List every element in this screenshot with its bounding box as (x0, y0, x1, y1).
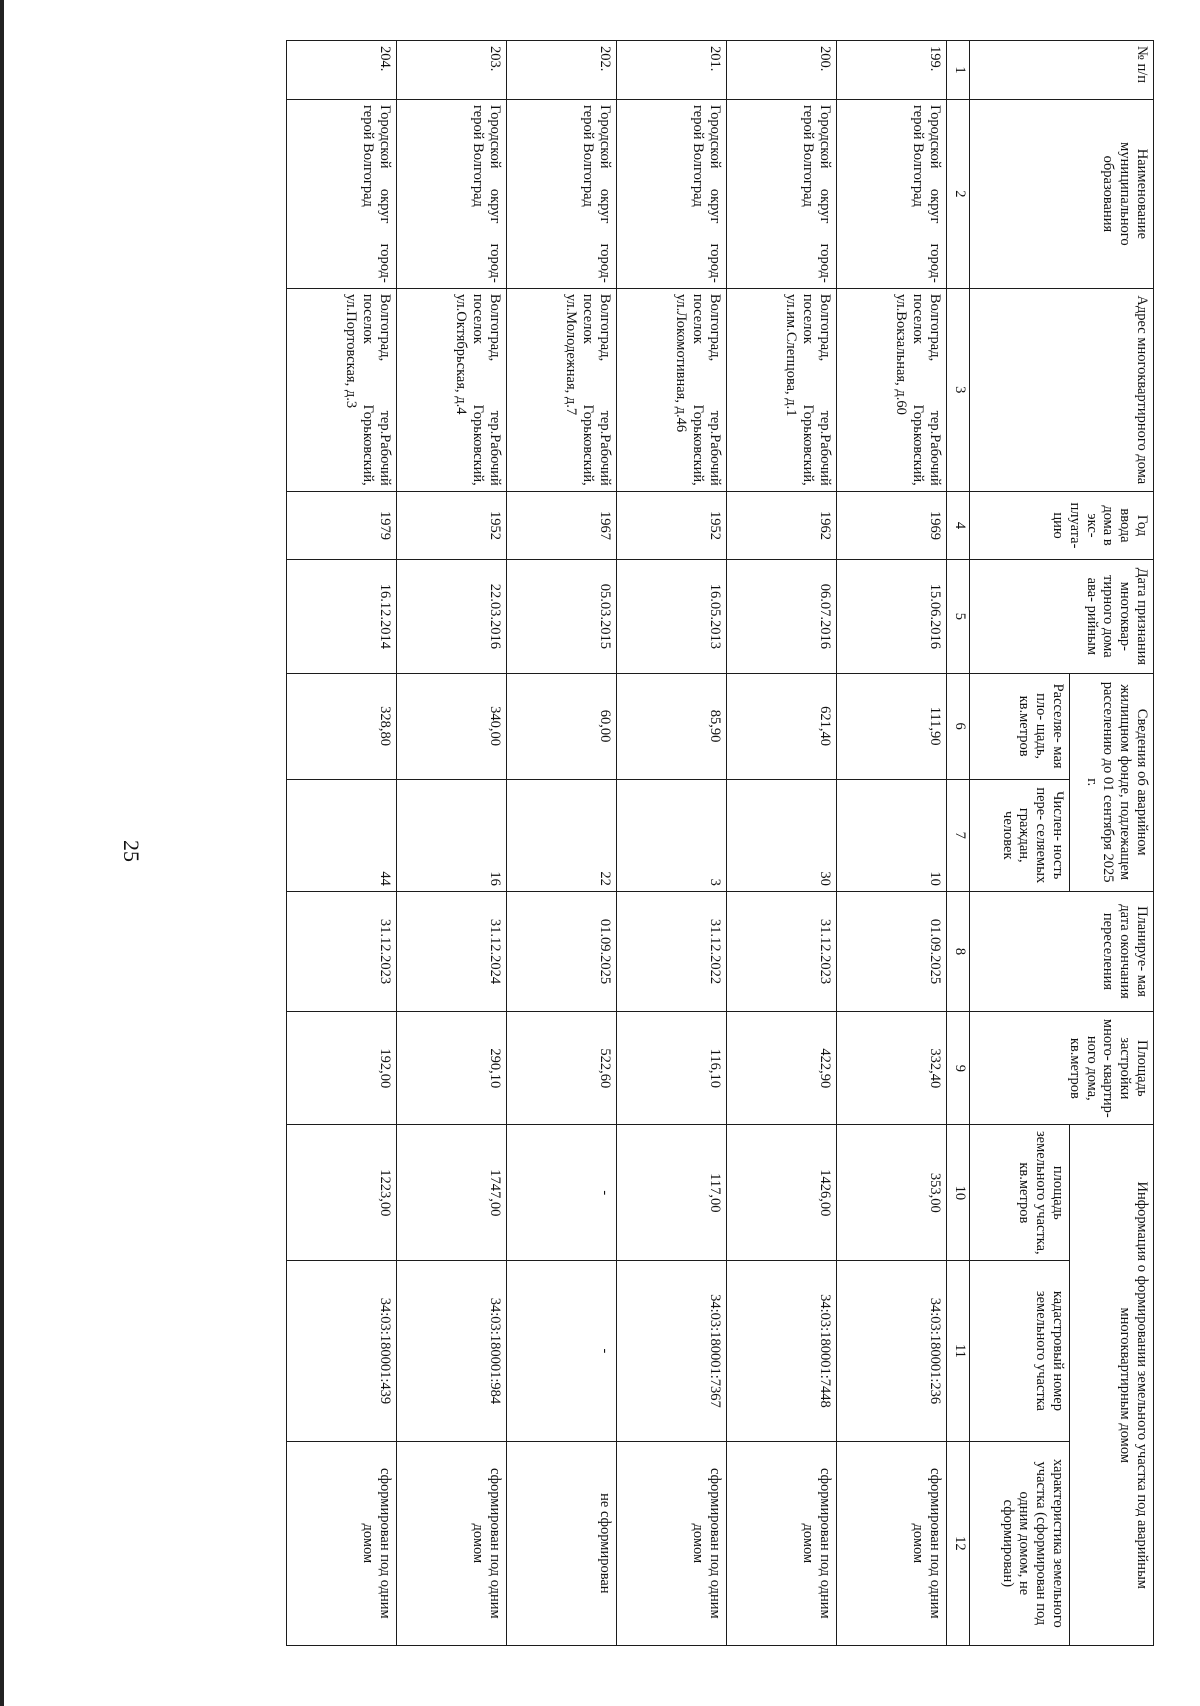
land-area-cell: - (507, 1125, 617, 1261)
column-number: 5 (947, 560, 970, 673)
column-number: 12 (947, 1441, 970, 1645)
date-recognized-cell: 06.07.2016 (727, 560, 837, 673)
area-resettled-cell: 111,90 (837, 673, 947, 779)
year-cell: 1952 (397, 491, 507, 559)
planned-date-cell: 01.09.2025 (507, 891, 617, 1011)
date-recognized-cell: 05.03.2015 (507, 560, 617, 673)
address-cell: Волгоград, тер.Рабочий поселок Горьковский, ул.Вокзальная, д.60 (837, 288, 947, 491)
municipality-cell: Городской округ город-герой Волгоград (837, 100, 947, 289)
municipality-cell: Городской округ город-герой Волгоград (727, 100, 837, 289)
column-number: 8 (947, 891, 970, 1011)
land-area-cell: 1426,00 (727, 1125, 837, 1261)
land-status-cell: сформирован под одним домом (287, 1441, 397, 1645)
row-number: 203. (397, 41, 507, 100)
year-cell: 1979 (287, 491, 397, 559)
header-year: Год ввода дома в экс- плуата- цию (970, 491, 1154, 559)
planned-date-cell: 01.09.2025 (837, 891, 947, 1011)
cadastral-number-cell: 34:03:180001:984 (397, 1261, 507, 1442)
header-area-resettled: Расселяе- мая пло- щадь, кв.метров (970, 673, 1070, 779)
column-number: 4 (947, 491, 970, 559)
resettlement-table (286, 40, 1154, 1646)
address-cell: Волгоград, тер.Рабочий поселок Горьковский, ул.Портовская, д.3 (287, 288, 397, 491)
people-count-cell: 44 (287, 779, 397, 891)
header-building-area: Площадь застройки много- квартир- ного дома, кв.метров (970, 1012, 1154, 1125)
column-number: 10 (947, 1125, 970, 1261)
year-cell: 1952 (617, 491, 727, 559)
column-number: 9 (947, 1012, 970, 1125)
table-row (727, 41, 837, 1646)
date-recognized-cell: 22.03.2016 (397, 560, 507, 673)
municipality-cell: Городской округ город-герой Волгоград (617, 100, 727, 289)
people-count-cell: 3 (617, 779, 727, 891)
land-status-cell: сформирован под одним домом (727, 1441, 837, 1645)
header-address: Адрес многоквартирного дома (970, 288, 1154, 491)
cadastral-number-cell: 34:03:180001:7367 (617, 1261, 727, 1442)
header-num: № п/п (970, 41, 1154, 100)
cadastral-number-cell: 34:03:180001:7448 (727, 1261, 837, 1442)
building-area-cell: 192,00 (287, 1012, 397, 1125)
address-cell: Волгоград, тер.Рабочий поселок Горьковский, ул.Молодежная, д.7 (507, 288, 617, 491)
header-planned-date: Планируе- мая дата окончания переселения (970, 891, 1154, 1011)
municipality-cell: Городской округ город-герой Волгоград (507, 100, 617, 289)
building-area-cell: 522,60 (507, 1012, 617, 1125)
date-recognized-cell: 16.05.2013 (617, 560, 727, 673)
column-number: 3 (947, 288, 970, 491)
date-recognized-cell: 16.12.2014 (287, 560, 397, 673)
table-row (617, 41, 727, 1646)
land-status-cell: сформирован под одним домом (837, 1441, 947, 1645)
column-number: 7 (947, 779, 970, 891)
land-status-cell: сформирован под одним домом (397, 1441, 507, 1645)
building-area-cell: 290,10 (397, 1012, 507, 1125)
area-resettled-cell: 328,80 (287, 673, 397, 779)
land-area-cell: 1747,00 (397, 1125, 507, 1261)
planned-date-cell: 31.12.2024 (397, 891, 507, 1011)
address-cell: Волгоград, тер.Рабочий поселок Горьковский, ул.Локомотивная, д.46 (617, 288, 727, 491)
planned-date-cell: 31.12.2023 (727, 891, 837, 1011)
year-cell: 1967 (507, 491, 617, 559)
header-land-status: характеристика земельного участка (сформирован под одним домом, не сформирован) (970, 1441, 1070, 1645)
people-count-cell: 30 (727, 779, 837, 891)
year-cell: 1969 (837, 491, 947, 559)
table-row (287, 41, 397, 1646)
header-group-resettlement: Сведения об аварийном жилищном фонде, подлежащем расселению до 01 сентября 2025 г. (1070, 673, 1154, 891)
land-status-cell: сформирован под одним домом (617, 1441, 727, 1645)
header-municipality: Наименование муниципального образования (970, 100, 1154, 289)
land-area-cell: 117,00 (617, 1125, 727, 1261)
people-count-cell: 10 (837, 779, 947, 891)
people-count-cell: 16 (397, 779, 507, 891)
cadastral-number-cell: 34:03:180001:439 (287, 1261, 397, 1442)
row-number: 201. (617, 41, 727, 100)
year-cell: 1962 (727, 491, 837, 559)
row-number: 202. (507, 41, 617, 100)
cadastral-number-cell: 34:03:180001:236 (837, 1261, 947, 1442)
header-land-area: площадь земельного участка, кв.метров (970, 1125, 1070, 1261)
row-number: 204. (287, 41, 397, 100)
planned-date-cell: 31.12.2022 (617, 891, 727, 1011)
land-area-cell: 1223,00 (287, 1125, 397, 1261)
header-row-1 (1070, 41, 1154, 1646)
area-resettled-cell: 340,00 (397, 673, 507, 779)
land-status-cell: не сформирован (507, 1441, 617, 1645)
building-area-cell: 116,10 (617, 1012, 727, 1125)
column-number: 2 (947, 100, 970, 289)
header-cadastral: кадастровый номер земельного участка (970, 1261, 1070, 1442)
column-number: 1 (947, 41, 970, 100)
address-cell: Волгоград, тер.Рабочий поселок Горьковский, ул.им.Слепцова, д.1 (727, 288, 837, 491)
table-row (837, 41, 947, 1646)
rotated-page (158, 40, 1154, 1646)
scan-edge (0, 0, 4, 1706)
header-people: Числен- ность пере- селяемых граждан, человек (970, 779, 1070, 891)
building-area-cell: 332,40 (837, 1012, 947, 1125)
column-number: 6 (947, 673, 970, 779)
date-recognized-cell: 15.06.2016 (837, 560, 947, 673)
table-row (507, 41, 617, 1646)
column-numbers-row (947, 41, 970, 1646)
planned-date-cell: 31.12.2023 (287, 891, 397, 1011)
municipality-cell: Городской округ город-герой Волгоград (287, 100, 397, 289)
address-cell: Волгоград, тер.Рабочий поселок Горьковский, ул.Октябрьская, д.4 (397, 288, 507, 491)
people-count-cell: 22 (507, 779, 617, 891)
area-resettled-cell: 85,90 (617, 673, 727, 779)
header-group-land: Информация о формировании земельного участка под аварийным многоквартирным домом (1070, 1125, 1154, 1646)
area-resettled-cell: 621,40 (727, 673, 837, 779)
land-area-cell: 353,00 (837, 1125, 947, 1261)
header-date-recognized: Дата признания многоквар- тирного дома ава- рийным (970, 560, 1154, 673)
table-row (397, 41, 507, 1646)
cadastral-number-cell: - (507, 1261, 617, 1442)
column-number: 11 (947, 1261, 970, 1442)
municipality-cell: Городской округ город-герой Волгоград (397, 100, 507, 289)
row-number: 199. (837, 41, 947, 100)
row-number: 200. (727, 41, 837, 100)
building-area-cell: 422,90 (727, 1012, 837, 1125)
area-resettled-cell: 60,00 (507, 673, 617, 779)
page-number: 25 (119, 840, 144, 862)
